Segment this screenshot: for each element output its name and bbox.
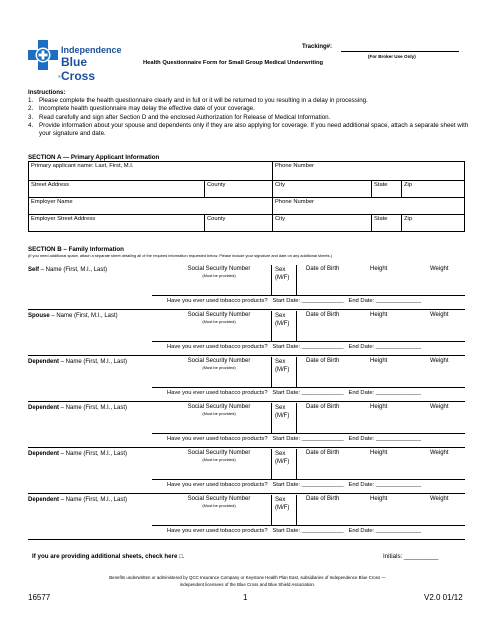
- height-field[interactable]: Height: [370, 266, 388, 272]
- member-role: Self: [28, 267, 40, 273]
- family-member-block: [28, 311, 465, 361]
- tobacco-label: Have you ever used tobacco products?: [167, 390, 268, 396]
- weight-field[interactable]: Weight: [430, 496, 449, 502]
- tobacco-question: [167, 298, 421, 304]
- tobacco-question: [167, 528, 421, 534]
- city-field[interactable]: City: [272, 181, 371, 197]
- member-role: Dependent: [28, 359, 60, 365]
- ssn-field[interactable]: [180, 450, 258, 462]
- tobacco-start-date[interactable]: Start Date: _____________: [272, 528, 344, 534]
- divider: [152, 341, 465, 342]
- ssn-field[interactable]: [180, 312, 258, 324]
- ssn-label: Social Security Number: [187, 450, 251, 456]
- form-number: 16577: [28, 593, 51, 602]
- dob-field[interactable]: Date of Birth: [306, 266, 340, 272]
- state-field[interactable]: State: [371, 181, 401, 197]
- tracking-label: Tracking#:: [302, 44, 333, 50]
- tobacco-end-date[interactable]: End Date: ______________: [348, 482, 421, 488]
- member-name-label: – Name (First, M.I., Last): [59, 497, 128, 503]
- instruction-item: [28, 97, 473, 105]
- member-name-field[interactable]: [28, 359, 127, 365]
- divider: [28, 401, 465, 402]
- section-a-title: SECTION A — Primary Applicant Information: [28, 154, 160, 161]
- county-field[interactable]: County: [204, 181, 272, 197]
- divider: [28, 539, 465, 540]
- sex-sublabel: (M/F): [275, 321, 290, 327]
- member-name-field[interactable]: [28, 313, 118, 319]
- zip-field[interactable]: Zip: [401, 181, 464, 197]
- employer-row: [29, 197, 464, 214]
- instruction-item: [28, 105, 473, 113]
- member-name-label: – Name (First, M.I., Last): [49, 313, 118, 319]
- tobacco-question: [167, 344, 421, 350]
- instruction-number: 1.: [28, 97, 34, 104]
- sex-sublabel: (M/F): [275, 459, 290, 465]
- divider: [28, 309, 465, 310]
- tobacco-end-date[interactable]: End Date: ______________: [348, 436, 421, 442]
- employer-city-field[interactable]: City: [272, 215, 371, 231]
- employer-name-field[interactable]: Employer Name: [31, 199, 73, 205]
- ssn-field[interactable]: [180, 496, 258, 508]
- additional-sheets-prompt: [32, 553, 184, 560]
- additional-sheets-checkbox[interactable]: □.: [179, 554, 185, 560]
- ssn-sublabel: (Must be provided): [202, 273, 236, 278]
- tobacco-start-date[interactable]: Start Date: _____________: [272, 482, 344, 488]
- tobacco-end-date[interactable]: End Date: ______________: [348, 390, 421, 396]
- divider: [152, 295, 465, 296]
- tobacco-end-date[interactable]: End Date: ______________: [348, 344, 421, 350]
- instruction-text: Incomplete health questionnaire may delay the effective date of your coverage.: [39, 105, 255, 113]
- employer-street-field[interactable]: Employer Street Address: [31, 216, 96, 222]
- dob-field[interactable]: Date of Birth: [306, 404, 340, 410]
- disclaimer-line1: Benefits underwritten or administered by QCC Insurance Company or Keystone Health Plan East, subsidiaries of Independence Blue Cross —: [109, 575, 386, 580]
- ssn-label: Social Security Number: [187, 266, 251, 272]
- disclaimer-line2: independent licensees of the Blue Cross and Blue Shield Association.: [179, 582, 316, 587]
- dob-field[interactable]: Date of Birth: [306, 496, 340, 502]
- member-name-field[interactable]: [28, 497, 127, 503]
- member-name-field[interactable]: [28, 451, 127, 457]
- divider: [152, 387, 465, 388]
- sex-field[interactable]: [271, 357, 297, 387]
- ssn-label: Social Security Number: [187, 496, 251, 502]
- divider: [152, 525, 465, 526]
- weight-field[interactable]: Weight: [430, 404, 449, 410]
- member-role: Dependent: [28, 497, 60, 503]
- tobacco-start-date[interactable]: Start Date: _____________: [272, 344, 344, 350]
- family-member-block: [28, 449, 465, 499]
- dob-field[interactable]: Date of Birth: [306, 312, 340, 318]
- logo-text-line1: Independence: [61, 45, 122, 55]
- tobacco-start-date[interactable]: Start Date: _____________: [272, 436, 344, 442]
- tobacco-question: [167, 482, 421, 488]
- blue-cross-icon: [28, 40, 58, 70]
- weight-field[interactable]: Weight: [430, 266, 449, 272]
- ssn-sublabel: (Must be provided): [202, 365, 236, 370]
- tobacco-start-date[interactable]: Start Date: _____________: [272, 298, 344, 304]
- family-member-block: [28, 265, 465, 315]
- tobacco-label: Have you ever used tobacco products?: [167, 344, 268, 350]
- section-b-note: (If you need additional space, attach a separate sheet detailing all of the required information requested below. Please include your signature and date on any additional sheets.): [28, 253, 332, 258]
- instruction-number: 2.: [28, 105, 34, 113]
- weight-field[interactable]: Weight: [430, 450, 449, 456]
- sex-label: Sex: [275, 451, 286, 457]
- ssn-sublabel: (Must be provided): [202, 319, 236, 324]
- address-row: [29, 180, 464, 197]
- ssn-label: Social Security Number: [187, 404, 251, 410]
- ssn-field[interactable]: [180, 404, 258, 416]
- sex-label: Sex: [275, 267, 286, 273]
- height-field[interactable]: Height: [370, 312, 388, 318]
- tobacco-label: Have you ever used tobacco products?: [167, 298, 268, 304]
- section-b-title: SECTION B – Family Information: [28, 246, 124, 253]
- family-member-block: [28, 495, 465, 545]
- divider: [28, 493, 465, 494]
- instruction-text: Read carefully and sign after Section D and the enclosed Authorization for Release of Medical Information.: [39, 113, 331, 121]
- member-role: Dependent: [28, 405, 60, 411]
- dob-field[interactable]: Date of Birth: [306, 358, 340, 364]
- sex-label: Sex: [275, 313, 286, 319]
- applicant-phone-field[interactable]: Phone Number: [272, 162, 464, 180]
- instruction-item: [28, 122, 473, 139]
- section-a-table: [28, 161, 465, 232]
- member-name-field[interactable]: [28, 267, 107, 273]
- employer-phone-field[interactable]: Phone Number: [272, 198, 464, 214]
- sex-sublabel: (M/F): [275, 367, 290, 373]
- tobacco-start-date[interactable]: Start Date: _____________: [272, 390, 344, 396]
- member-name-label: – Name (First, M.I., Last): [59, 359, 128, 365]
- employer-zip-field[interactable]: Zip: [401, 215, 464, 231]
- instruction-item: [28, 114, 473, 122]
- page-number: 1: [243, 593, 248, 602]
- tobacco-question: [167, 390, 421, 396]
- member-name-label: – Name (First, M.I., Last): [39, 267, 108, 273]
- sex-label: Sex: [275, 497, 286, 503]
- tobacco-label: Have you ever used tobacco products?: [167, 528, 268, 534]
- member-name-field[interactable]: [28, 405, 127, 411]
- sex-field[interactable]: [271, 449, 297, 479]
- tobacco-end-date[interactable]: End Date: ______________: [348, 298, 421, 304]
- ibc-logo: [28, 40, 122, 83]
- instruction-number: 3.: [28, 113, 34, 121]
- sex-sublabel: (M/F): [275, 275, 290, 281]
- tobacco-label: Have you ever used tobacco products?: [167, 482, 268, 488]
- instruction-text: Provide information about your spouse and dependents only if they are also applying for coverage. If you need additional space, attach a separate sheet with your signature and date.: [39, 121, 469, 138]
- sex-label: Sex: [275, 359, 286, 365]
- applicant-name-field[interactable]: Primary applicant name: Last, First, M.I.: [31, 163, 134, 169]
- tobacco-question: [167, 436, 421, 442]
- height-field[interactable]: Height: [370, 496, 388, 502]
- ssn-field[interactable]: [180, 266, 258, 278]
- divider: [28, 447, 465, 448]
- member-name-label: – Name (First, M.I., Last): [59, 405, 128, 411]
- ssn-field[interactable]: [180, 358, 258, 370]
- sex-field[interactable]: [271, 265, 297, 295]
- weight-field[interactable]: Weight: [430, 358, 449, 364]
- logo-text-line2: Blue Cross: [61, 55, 96, 83]
- ssn-label: Social Security Number: [187, 358, 251, 364]
- instruction-text: Please complete the health questionnaire clearly and in full or it will be returned to you resulting in a delay in processing.: [39, 97, 368, 104]
- registered-mark: ®: [58, 74, 61, 79]
- ssn-label: Social Security Number: [187, 312, 251, 318]
- family-member-block: [28, 357, 465, 407]
- divider: [152, 479, 465, 480]
- broker-note: (For Broker Use Only): [368, 54, 416, 59]
- divider: [28, 355, 465, 356]
- family-member-block: [28, 403, 465, 453]
- disclaimer: [0, 574, 495, 588]
- member-role: Dependent: [28, 451, 60, 457]
- tracking-field[interactable]: [341, 51, 459, 52]
- dob-field[interactable]: Date of Birth: [306, 450, 340, 456]
- employer-state-field[interactable]: State: [371, 215, 401, 231]
- employer-county-field[interactable]: County: [204, 215, 272, 231]
- employer-address-row: [29, 214, 464, 231]
- street-address-field[interactable]: Street Address: [31, 182, 70, 188]
- sex-sublabel: (M/F): [275, 413, 290, 419]
- sex-field[interactable]: [271, 311, 297, 341]
- tobacco-end-date[interactable]: End Date: ______________: [348, 528, 421, 534]
- form-title: Health Questionnaire Form for Small Group Medical Underwriting: [143, 60, 324, 66]
- ssn-sublabel: (Must be provided): [202, 503, 236, 508]
- applicant-row: [29, 162, 464, 180]
- height-field[interactable]: Height: [370, 450, 388, 456]
- weight-field[interactable]: Weight: [430, 312, 449, 318]
- height-field[interactable]: Height: [370, 404, 388, 410]
- height-field[interactable]: Height: [370, 358, 388, 364]
- ssn-sublabel: (Must be provided): [202, 411, 236, 416]
- sex-field[interactable]: [271, 495, 297, 525]
- sex-sublabel: (M/F): [275, 505, 290, 511]
- instruction-number: 4.: [28, 121, 34, 129]
- initials-field[interactable]: Initials: __________: [383, 553, 439, 560]
- version-label: V2.0 01/12: [424, 593, 463, 602]
- ssn-sublabel: (Must be provided): [202, 457, 236, 462]
- instructions-heading: Instructions:: [28, 89, 66, 96]
- member-role: Spouse: [28, 313, 50, 319]
- member-name-label: – Name (First, M.I., Last): [59, 451, 128, 457]
- tobacco-label: Have you ever used tobacco products?: [167, 436, 268, 442]
- divider: [152, 433, 465, 434]
- sex-label: Sex: [275, 405, 286, 411]
- instructions-list: [28, 97, 473, 138]
- additional-sheets-label: If you are providing additional sheets, check here: [32, 553, 178, 560]
- sex-field[interactable]: [271, 403, 297, 433]
